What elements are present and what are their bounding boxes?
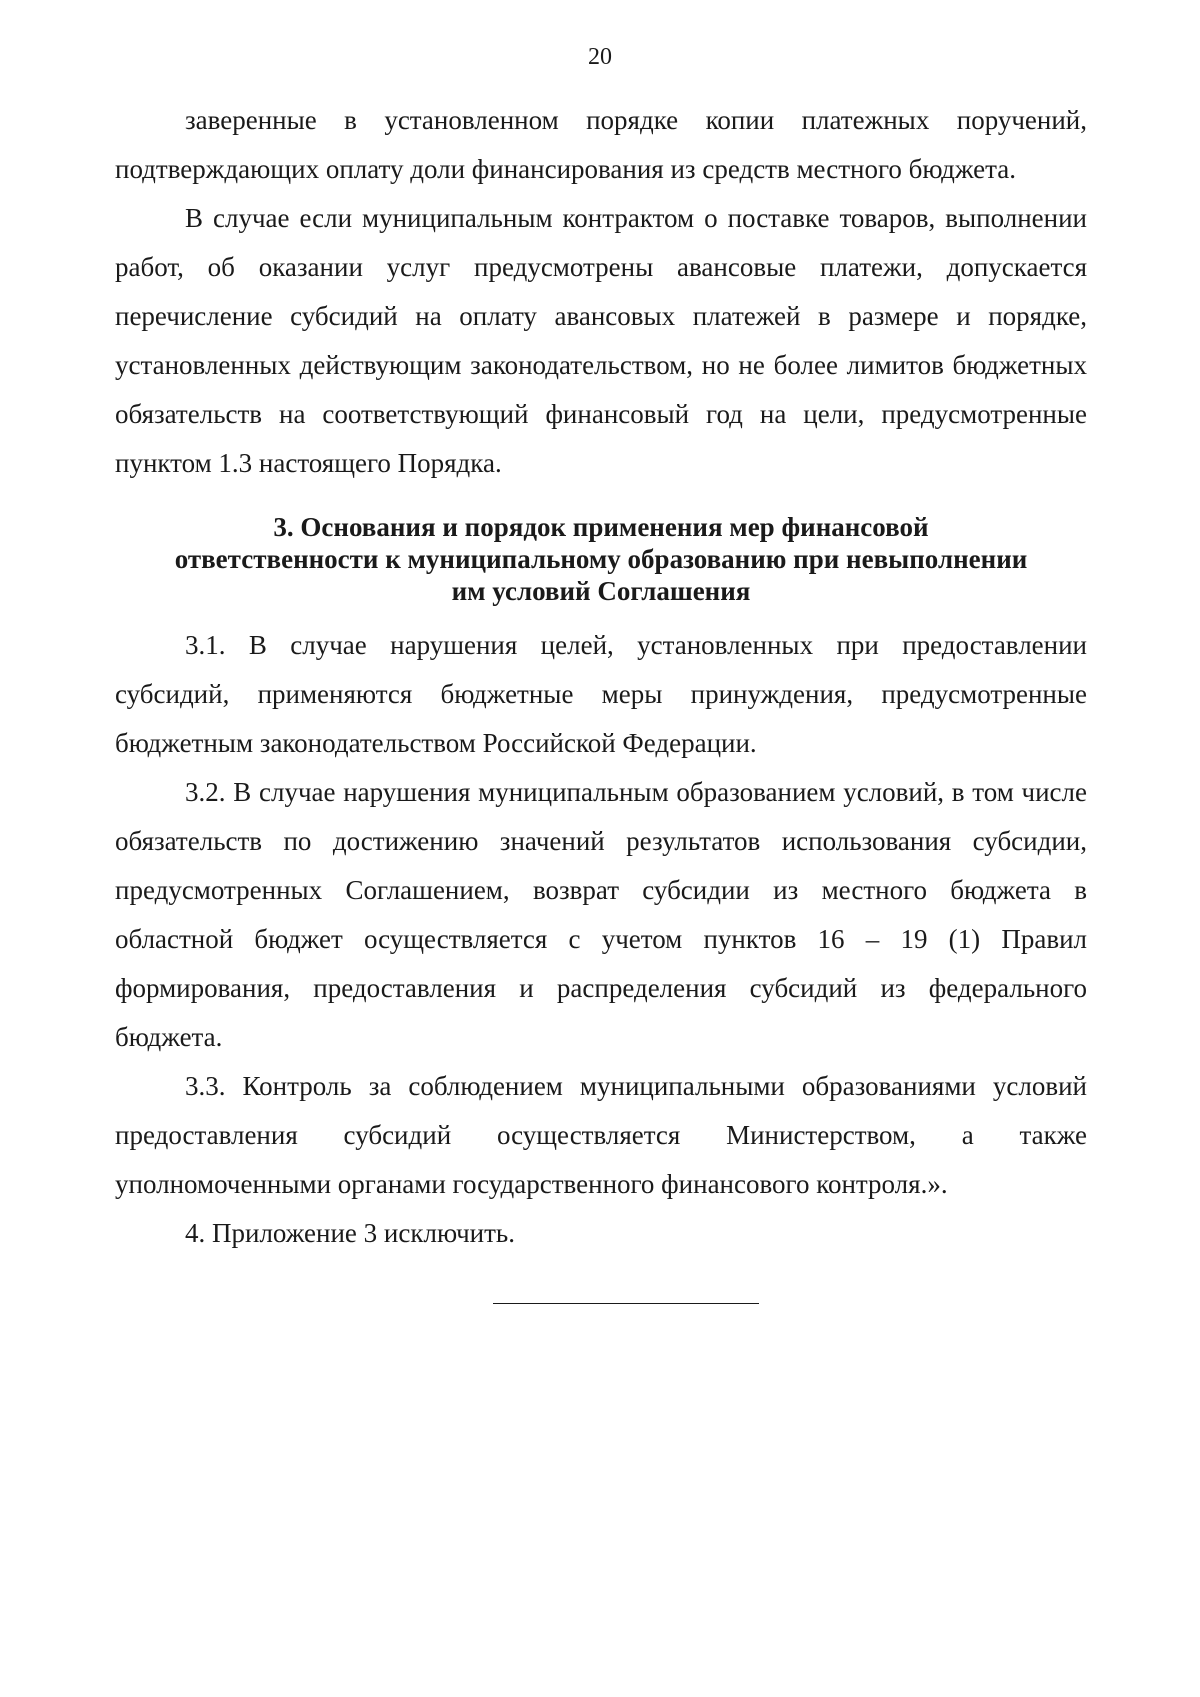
paragraph-4: 4. Приложение 3 исключить. — [185, 1218, 515, 1248]
paragraph-3-2: 3.2. В случае нарушения муниципальным образованием условий, в том числе обязательств по достижению значений результатов использования субсидии, предусмотренных Соглашением, возврат субсидии из местного бюджета в областной бюджет осуществляется с учетом пунктов 16 – 19 (1) Правил формирования, предоставления и распределения субсидий из федерального бюджета. — [115, 777, 1087, 1052]
paragraph-3-3: 3.3. Контроль за соблюдением муниципальными образованиями условий предоставления субсидий осуществляется Министерством, а также уполномоченными органами государственного финансового контроля.». — [115, 1071, 1087, 1199]
section-heading-line-2: ответственности к муниципальному образованию при невыполнении — [174, 544, 1028, 574]
section-heading — [115, 511, 1087, 607]
section-heading-line-1: 3. Основания и порядок применения мер финансовой — [273, 512, 929, 542]
paragraph-payment-orders: заверенные в установленном порядке копии платежных поручений, подтверждающих оплату доли финансирования из средств местного бюджета. — [115, 105, 1087, 184]
end-of-document-rule — [493, 1303, 759, 1304]
paragraph-advance-payments: В случае если муниципальным контрактом о поставке товаров, выполнении работ, об оказании услуг предусмотрены авансовые платежи, допускается перечисление субсидий на оплату авансовых платежей в размере и порядке, установленных действующим законодательством, но не более лимитов бюджетных обязательств на соответствующий финансовый год на цели, предусмотренные пунктом 1.3 настоящего Порядка. — [115, 203, 1087, 478]
document-body — [115, 96, 1087, 1258]
section-heading-line-3: им условий Соглашения — [451, 576, 751, 606]
page-number: 20 — [588, 44, 612, 70]
paragraph-3-1: 3.1. В случае нарушения целей, установленных при предоставлении субсидий, применяются бюджетные меры принуждения, предусмотренные бюджетным законодательством Российской Федерации. — [115, 630, 1087, 758]
